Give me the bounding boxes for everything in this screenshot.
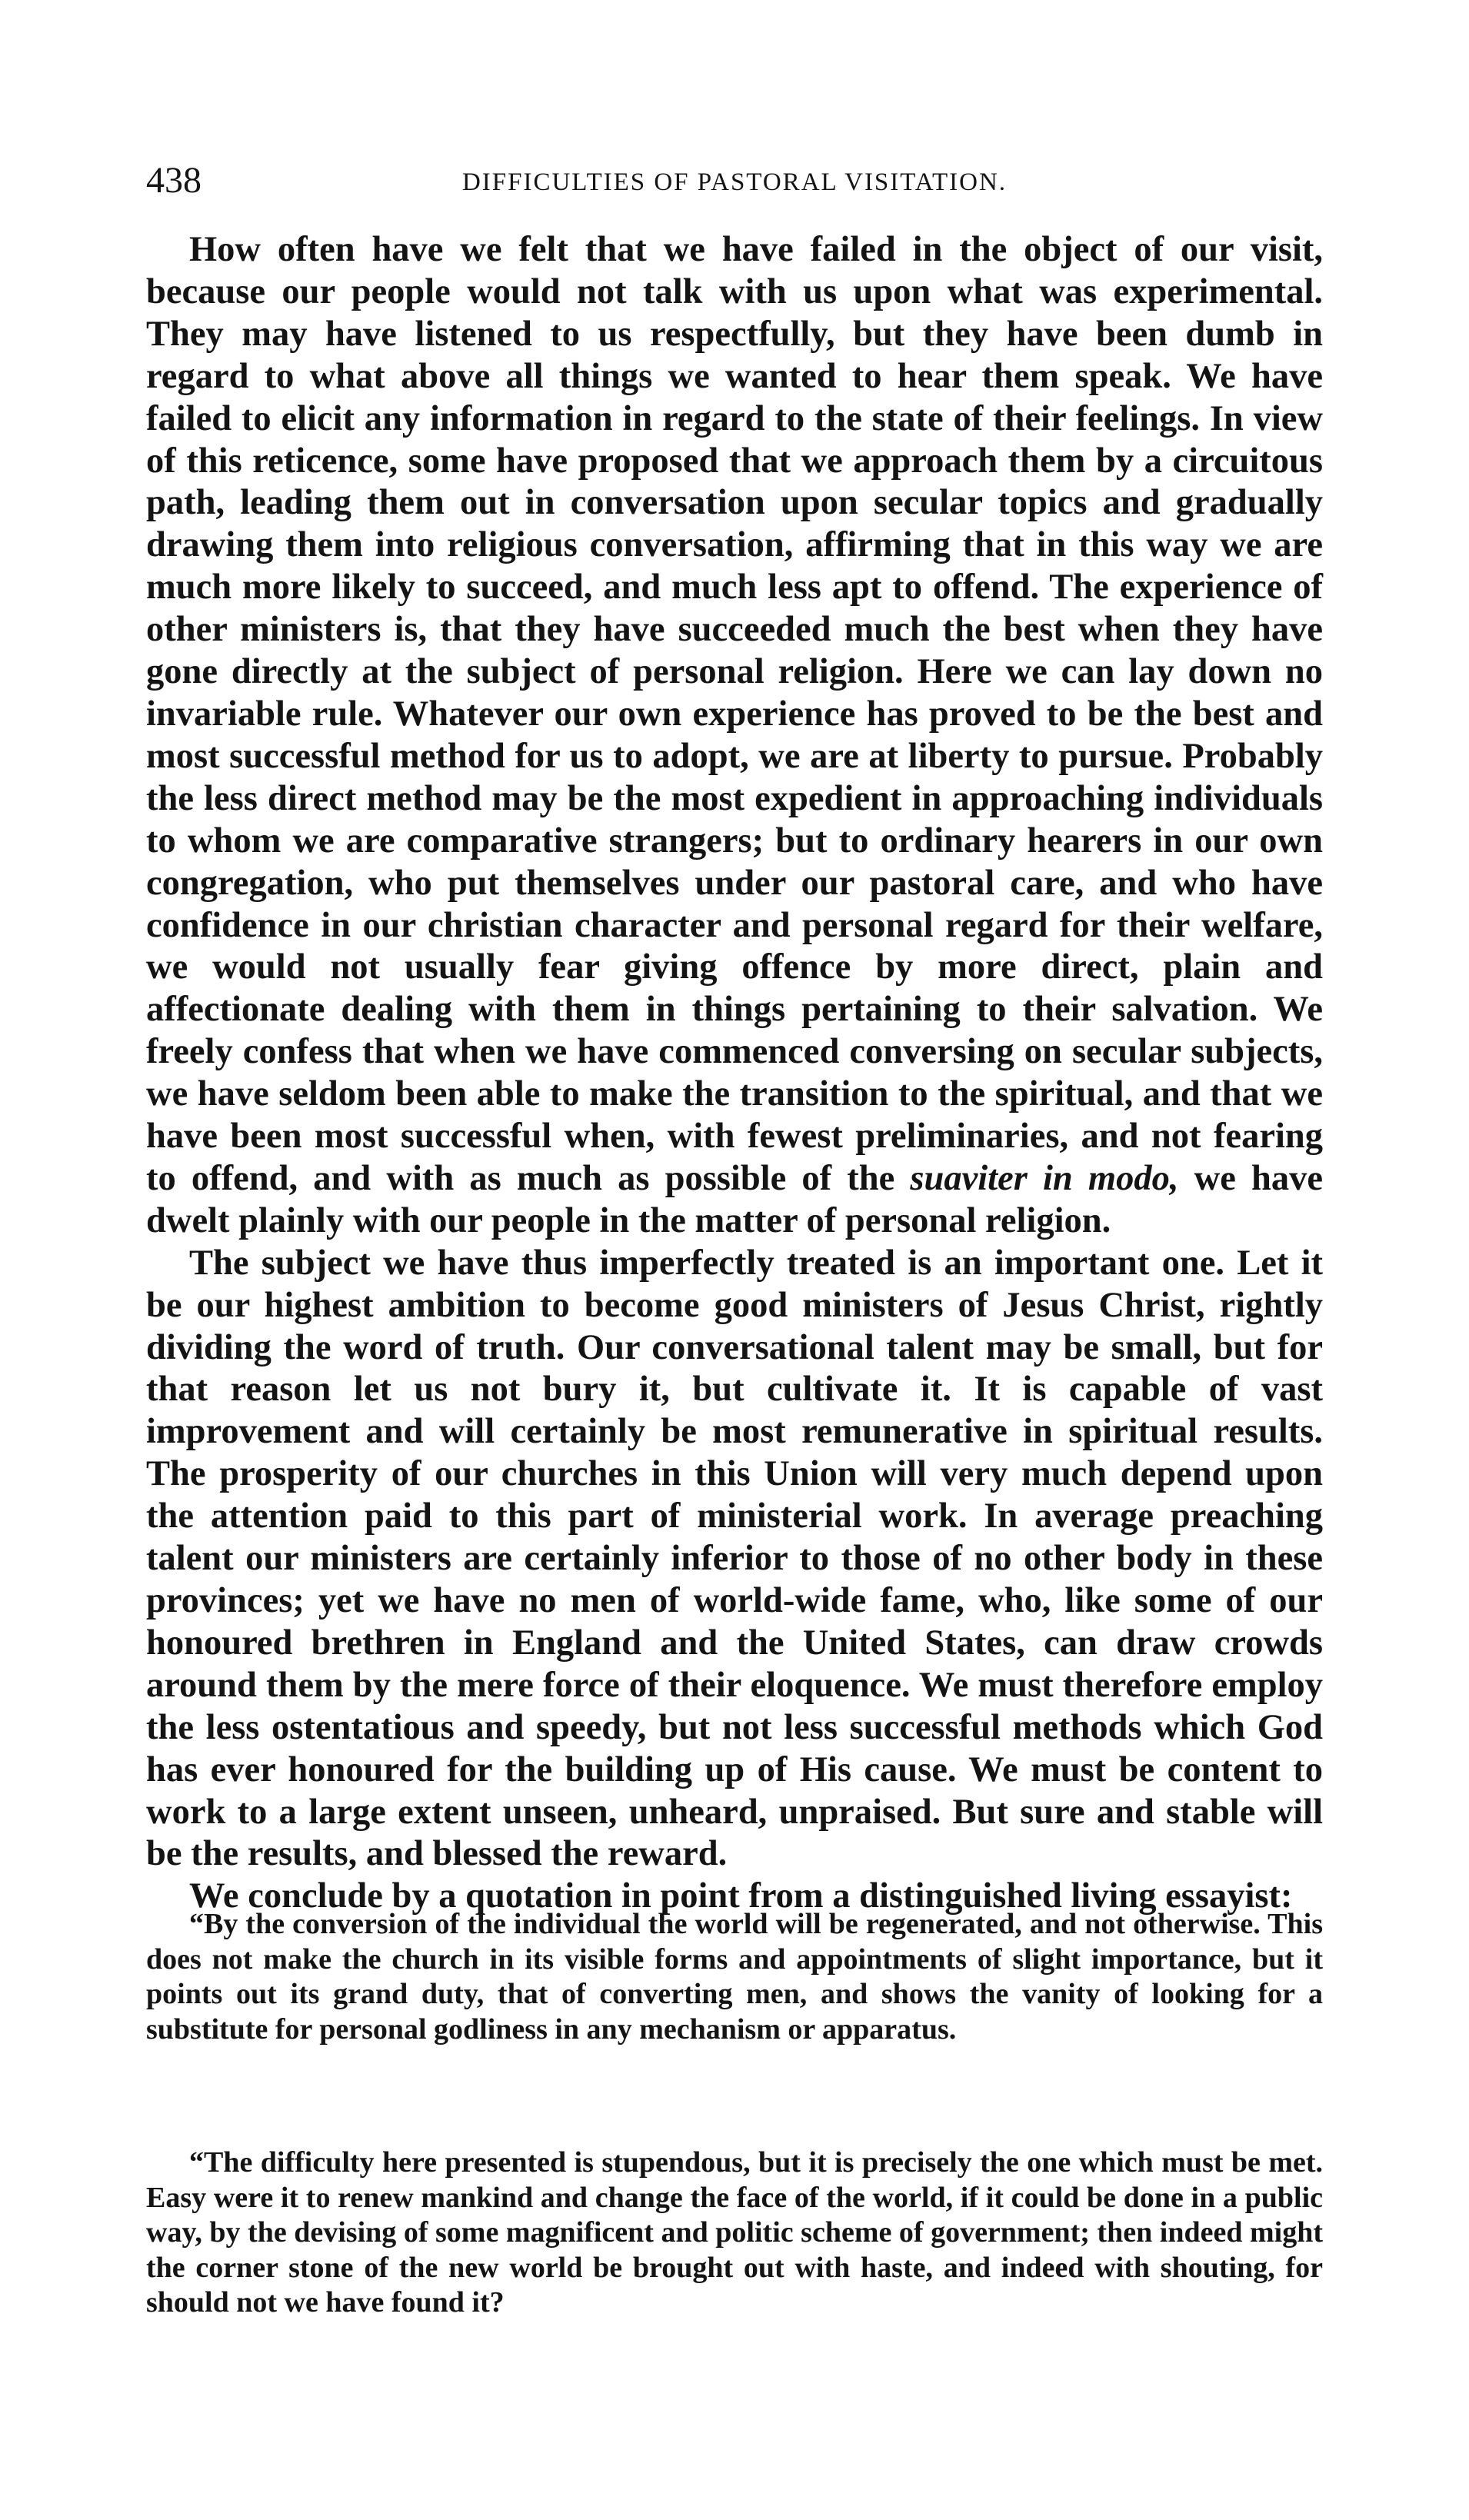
- latin-phrase: suaviter in modo,: [910, 1158, 1179, 1198]
- page-number: 438: [146, 160, 202, 201]
- paragraph-1: [146, 229, 1323, 1243]
- page-header: [146, 158, 1323, 204]
- quotation-1-text: “By the conversion of the individual the world will be regenerated, and not otherwise. This does not make the church in its visible forms and appointments of slight importance, but it points out its grand duty, that of converting men, and shows the vanity of looking for a substitute for personal godliness in any mechanism or apparatus.: [146, 1908, 1323, 2046]
- quotation-1: [146, 1907, 1323, 2047]
- paragraph-2: The subject we have thus imperfectly treated is an important one. Let it be our highest ambition to become good ministers of Jesus Christ, rightly dividing the word of truth. Our conversational talent may be small, but for that reason let us not bury it, but cultivate it. It is capable of vast improvement and will certainly be most remunerative in spiritual results. The prosperity of our churches in this Union will very much depend upon the attention paid to this part of ministerial work. In average preaching talent our ministers are certainly inferior to those of no other body in these provinces; yet we have no men of world-wide fame, who, like some of our honoured brethren in England and the United States, can draw crowds around them by the mere force of their eloquence. We must therefore employ the less ostentatious and speedy, but not less successful methods which God has ever honoured for the building up of His cause. We must be content to work to a large extent unseen, unheard, unpraised. But sure and stable will be the results, and blessed the reward.: [146, 1243, 1323, 1874]
- quotation-2-text: “The difficulty here presented is stupendous, but it is precisely the one which must be met. Easy were it to renew mankind and change the face of the world, if it could be done in a public way, by the devising of some magnificent and politic scheme of government; then indeed might the corner stone of the new world be brought out with haste, and indeed with shouting, for should not we have found it?: [146, 2146, 1323, 2319]
- running-head: DIFFICULTIES OF PASTORAL VISITATION.: [461, 168, 1008, 196]
- body-text: [146, 229, 1323, 1918]
- paragraph-1-end: we have dwelt plainly with our people in the matter of personal religion.: [146, 1158, 1323, 1240]
- paragraph-1-text: How often have we felt that we have failed in the object of our visit, because our people would not talk with us upon what was experimental. They may have listened to us respectfully, but they have been dumb in regard to what above all things we wanted to hear them speak. We have failed to elicit any information in regard to the state of their feelings. In view of this reticence, some have proposed that we approach them by a circuitous path, leading them out in conversation upon secular topics and gradually drawing them into religious conversation, affirming that in this way we are much more likely to succeed, and much less apt to offend. The experience of other ministers is, that they have succeeded much the best when they have gone directly at the subject of personal religion. Here we can lay down no invariable rule. Whatever our own experience has proved to be the best and most successful method for us to adopt, we are at liberty to pursue. Probably the less direct method may be the most expedient in approaching individuals to whom we are comparative strangers; but to ordinary hearers in our own congregation, who put themselves under our pastoral care, and who have confidence in our christian character and personal regard for their welfare, we would not usually fear giving offence by more direct, plain and affectionate dealing with them in things pertaining to their salvation. We freely confess that when we have commenced conversing on secular subjects, we have seldom been able to make the transition to the spiritual, and that we have been most successful when, with fewest preliminaries, and not fearing to offend, and with as much as possible of the: [146, 230, 1323, 1198]
- paragraph-3: We conclude by a quotation in point from a distinguished living essayist:: [189, 1876, 1293, 1916]
- quotation-2: [146, 2145, 1323, 2321]
